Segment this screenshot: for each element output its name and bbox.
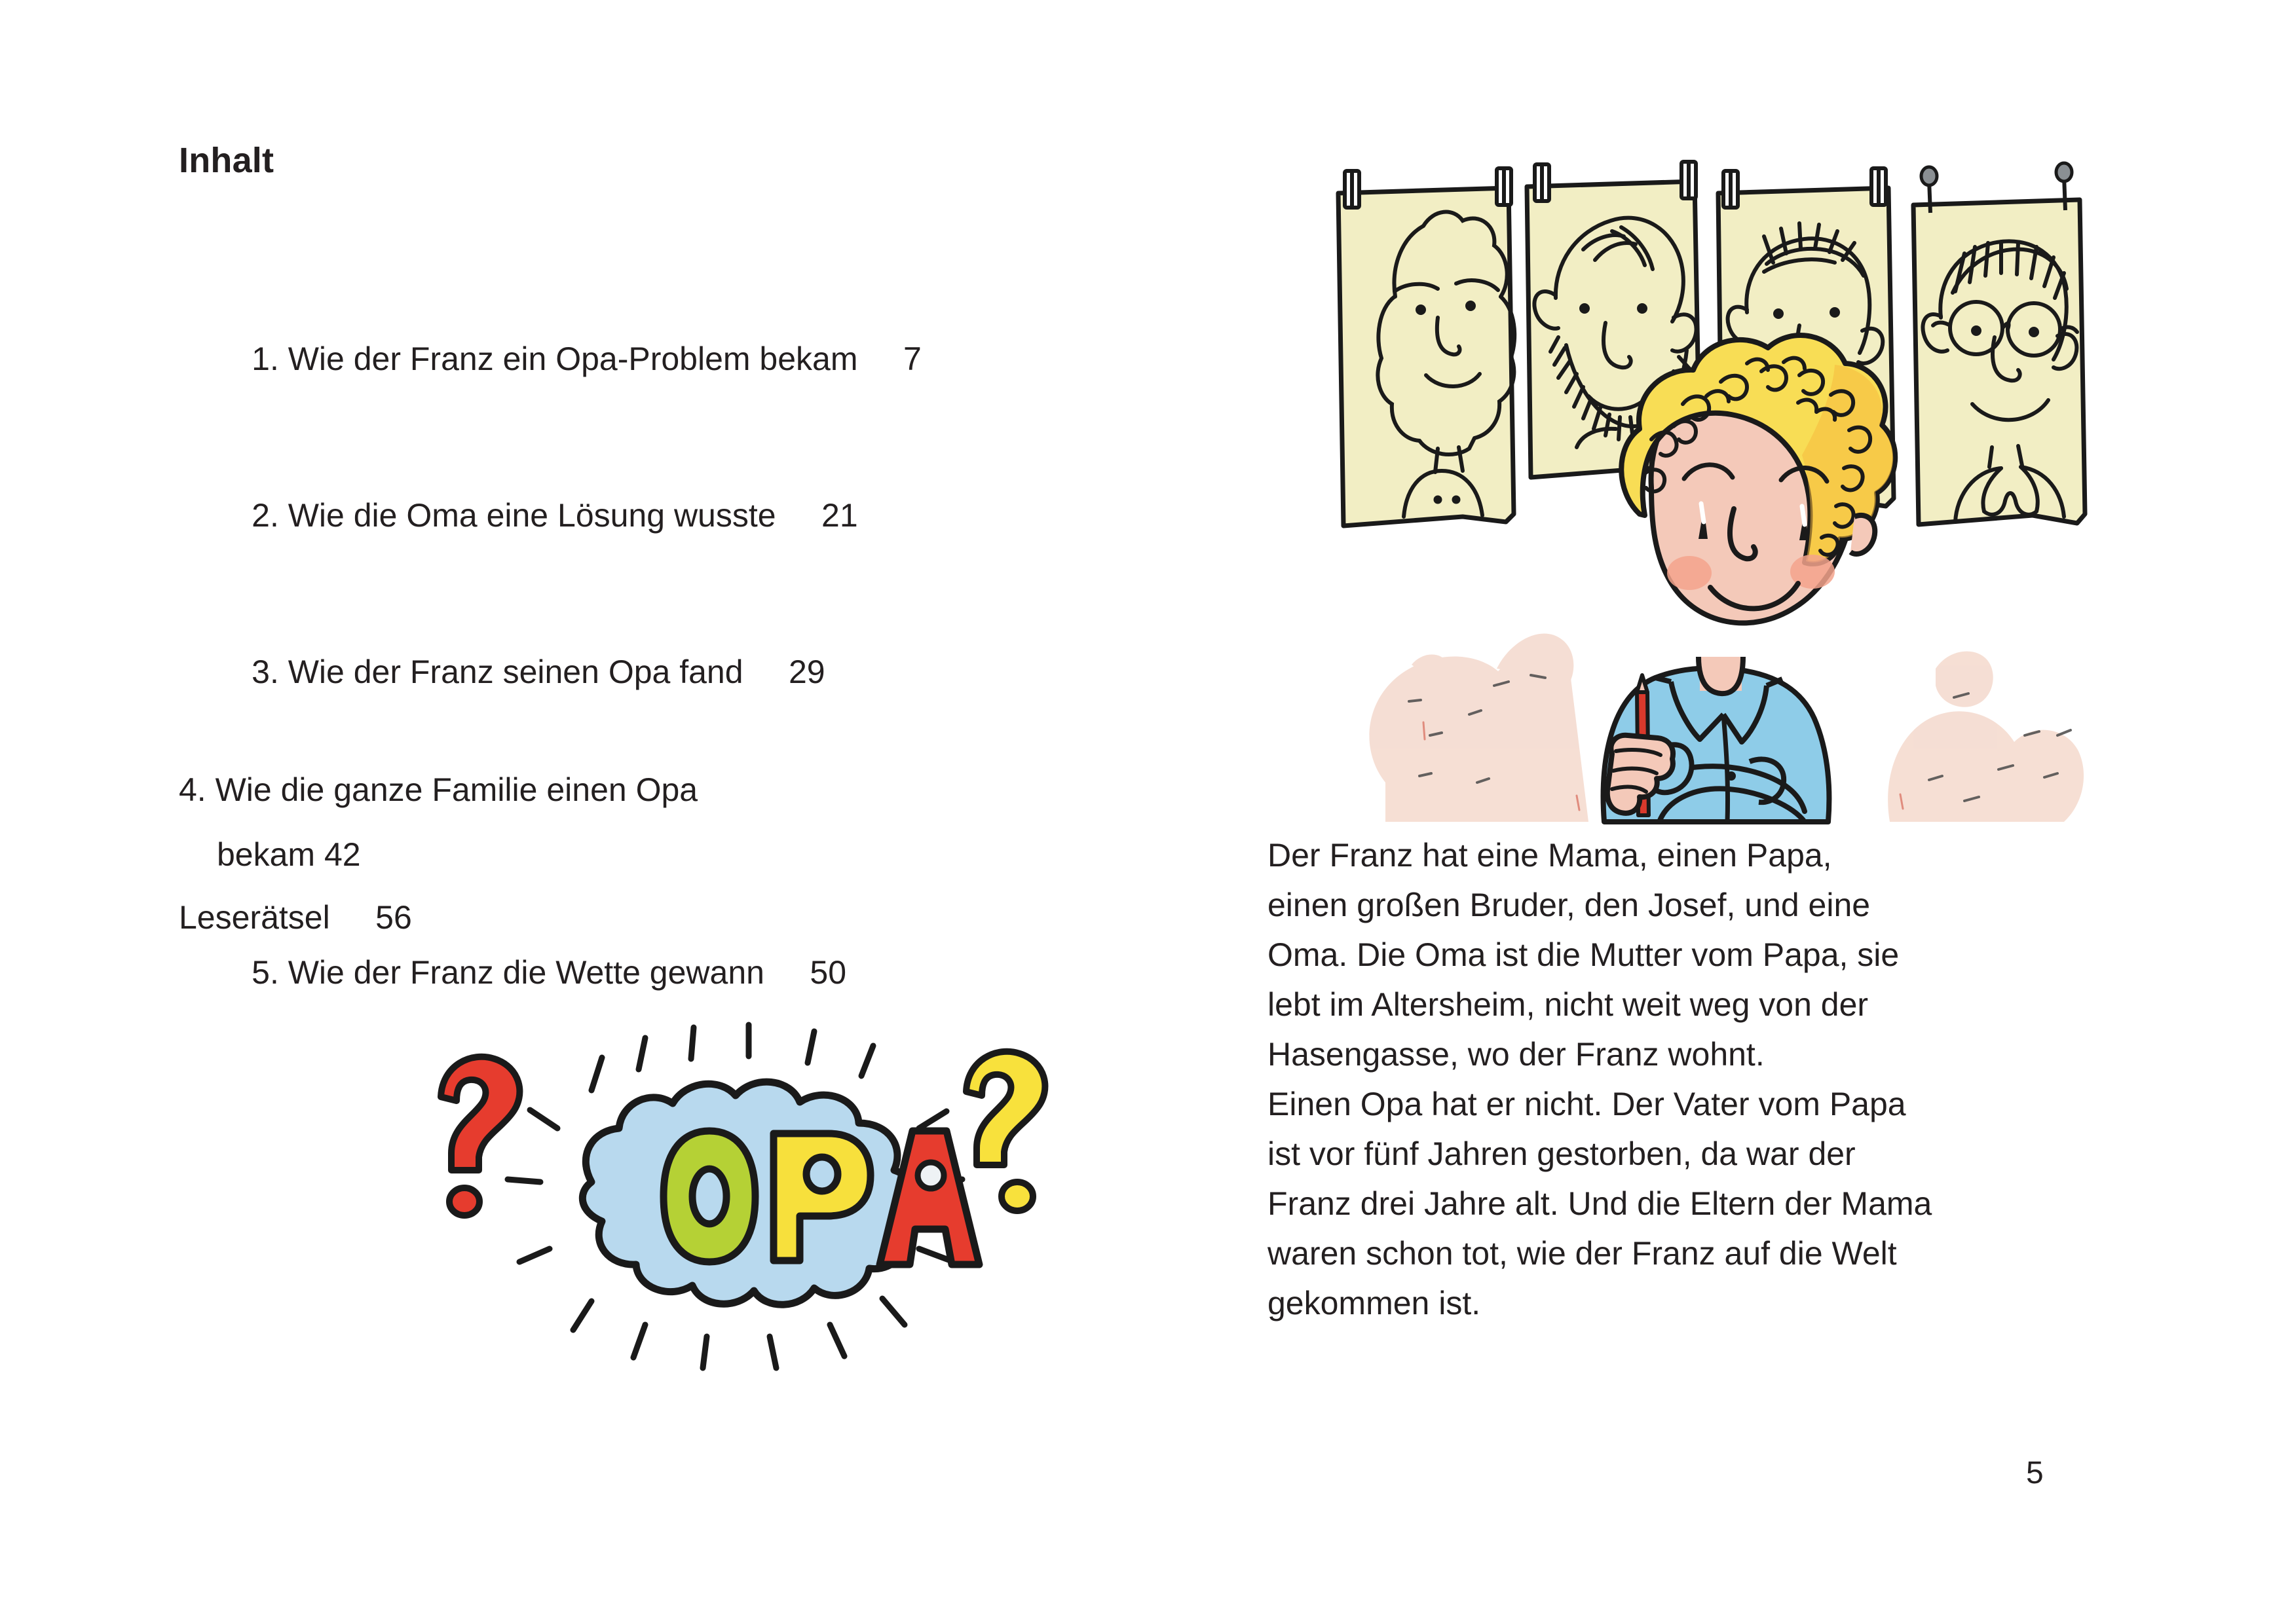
toc-entry-label: Leserätsel bbox=[179, 899, 330, 936]
toc-list bbox=[179, 301, 1050, 1071]
toc-entry[interactable] bbox=[179, 458, 1050, 574]
clip-icon bbox=[1535, 164, 1549, 201]
toc-entry[interactable] bbox=[179, 771, 1050, 874]
toc-entry-label: 2. Wie die Oma eine Lösung wusste bbox=[252, 497, 776, 534]
clip-icon bbox=[1681, 162, 1696, 198]
toc-entry-leseraetsel[interactable] bbox=[179, 898, 412, 936]
letter-O bbox=[664, 1131, 755, 1262]
toc-entry[interactable] bbox=[179, 301, 1050, 417]
story-line: gekommen ist. bbox=[1267, 1285, 1481, 1321]
toc-entry-page: 29 bbox=[789, 654, 825, 690]
story-line: Franz drei Jahre alt. Und die Eltern der Mama bbox=[1267, 1185, 1932, 1222]
question-mark-red-icon bbox=[441, 1057, 519, 1215]
story-line: lebt im Altersheim, nicht weit weg von der bbox=[1267, 986, 1869, 1023]
story-line: Hasengasse, wo der Franz wohnt. bbox=[1267, 1036, 1765, 1073]
clip-icon bbox=[1871, 168, 1886, 205]
table-of-contents-column bbox=[179, 0, 1063, 1624]
toc-entry-continuation bbox=[179, 836, 1050, 874]
page-number: 5 bbox=[2026, 1456, 2044, 1490]
toc-entry-page: 21 bbox=[821, 497, 858, 534]
opa-thought-bubble-illustration bbox=[395, 1018, 1096, 1372]
story-line: einen großen Bruder, den Josef, und eine bbox=[1267, 887, 1871, 923]
toc-heading: Inhalt bbox=[179, 141, 274, 180]
question-mark-yellow-icon bbox=[966, 1052, 1045, 1211]
story-line: Oma. Die Oma ist die Mutter vom Papa, sie bbox=[1267, 936, 1900, 973]
toc-entry-label: 1. Wie der Franz ein Opa-Problem bekam bbox=[252, 341, 858, 377]
cheek-blush bbox=[1667, 556, 1712, 590]
clip-icon bbox=[1345, 171, 1359, 208]
toc-entry-page: 42 bbox=[324, 836, 361, 873]
toc-entry-continuation-label: bekam bbox=[217, 836, 316, 873]
story-line: Der Franz hat eine Mama, einen Papa, bbox=[1267, 837, 1832, 874]
toc-entry-label: 3. Wie der Franz seinen Opa fand bbox=[252, 654, 743, 690]
poster-person-with-glasses bbox=[1913, 163, 2085, 525]
poster-woman-curly-hair bbox=[1338, 168, 1514, 526]
toc-entry[interactable] bbox=[179, 614, 1050, 730]
boy-figure bbox=[1604, 335, 1896, 822]
toc-entry-label: 5. Wie der Franz die Wette gewann bbox=[252, 954, 764, 991]
story-line: Einen Opa hat er nicht. Der Vater vom Papa bbox=[1267, 1086, 1906, 1122]
clip-icon bbox=[1497, 168, 1511, 205]
boy-with-posters-illustration bbox=[1281, 121, 2099, 822]
toc-entry-label: 4. Wie die ganze Familie einen Opa bbox=[179, 771, 698, 808]
toc-entry-page: 50 bbox=[810, 954, 847, 991]
story-paragraph bbox=[1267, 830, 2139, 1328]
toc-entry-page: 7 bbox=[903, 341, 922, 377]
toc-entry-page: 56 bbox=[375, 899, 412, 936]
clip-icon bbox=[1723, 171, 1738, 208]
story-line: ist vor fünf Jahren gestorben, da war der bbox=[1267, 1135, 1856, 1172]
story-column bbox=[1267, 0, 2132, 1624]
ear bbox=[1850, 515, 1875, 554]
story-line: waren schon tot, wie der Franz auf die Welt bbox=[1267, 1235, 1897, 1272]
